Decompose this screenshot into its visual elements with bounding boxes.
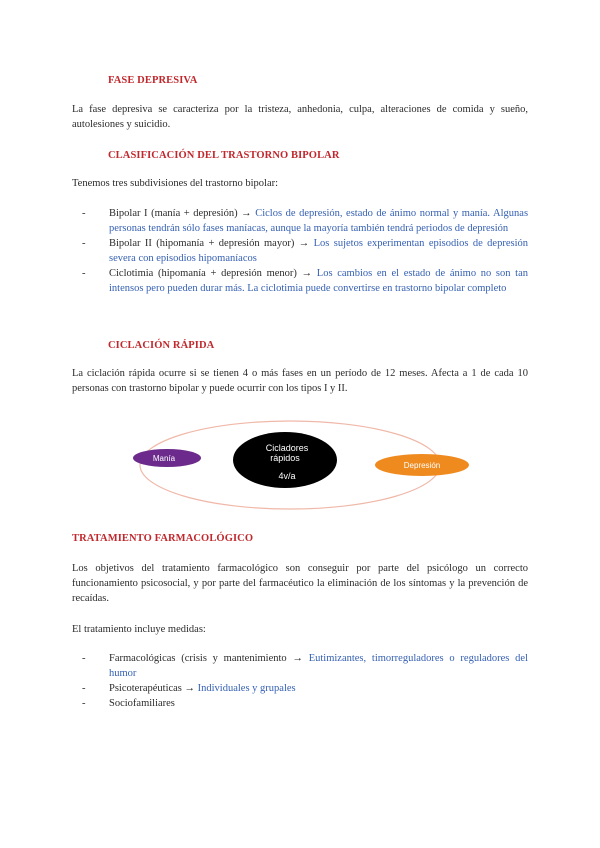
list-item [82,236,528,266]
item-detail: Ciclos de depresión, estado de ánimo normal y manía. Algunas personas tendrán sólo fases maníacas, aunque la mayoría también tendrá periodos de depresión [109,208,529,234]
heading-clasificacion: CLASIFICACIÓN DEL TRASTORNO BIPOLAR [108,150,340,161]
list-tratamiento [82,651,528,711]
item-detail: Los sujetos experimentan episodios de depresión severa con episodios hipomaníacos [109,238,528,264]
item-label: Bipolar I (manía + depresión) [109,208,238,219]
item-detail: Eutimizantes, timorreguladores o reguladores del humor [109,653,528,679]
heading-ciclacion: CICLACIÓN RÁPIDA [108,340,215,351]
item-label: Ciclotimia (hipomanía + depresión menor) [109,268,297,279]
bullet-dash: - [82,268,86,279]
mania-label: Manía [152,454,176,463]
paragraph-fase-depresiva: La fase depresiva se caracteriza por la tristeza, anhedonia, culpa, alteraciones de comida y sueño, autolesiones y suicidio. [72,104,528,130]
item-detail: Los cambios en el estado de ánimo no son tan intensos pero pueden durar más. La ciclotimia puede convertirse en trastorno bipolar completo [109,268,529,294]
item-label: Farmacológicas (crisis y mantenimiento [109,653,287,664]
paragraph-tratamiento-intro: El tratamiento incluye medidas: [72,624,206,635]
list-item [82,651,528,681]
list-item [82,681,528,696]
bullet-dash: - [82,238,86,249]
item-detail: Individuales y grupales [197,683,296,694]
paragraph-clasificacion-intro: Tenemos tres subdivisiones del trastorno bipolar: [72,178,279,189]
bullet-dash: - [82,208,86,219]
bullet-dash: - [82,698,86,709]
list-clasificacion [82,206,528,296]
arrow-right-icon: → [292,653,303,664]
bullet-dash: - [82,653,86,664]
list-item [82,266,528,296]
depresion-label: Depresión [403,461,441,470]
item-label: Sociofamiliares [109,698,175,709]
heading-tratamiento: TRATAMIENTO FARMACOLÓGICO [72,533,254,544]
center-label-line1: Cicladores [265,443,309,453]
list-item [82,206,528,236]
arrow-right-icon: → [298,238,310,249]
arrow-right-icon: → [301,268,313,279]
list-item [82,696,528,711]
arrow-right-icon: → [241,208,252,219]
bullet-dash: - [82,683,86,694]
rapid-cycling-diagram [130,418,470,514]
item-label: Bipolar II (hipomanía + depresión mayor) [109,238,295,249]
center-label-line2: rápidos [270,453,300,463]
paragraph-tratamiento: Los objetivos del tratamiento farmacológico son conseguir por parte del psicólogo un correcto funcionamiento psicosocial, y por parte del farmacéutico la eliminación de los síntomas y la prevención de recaídas. [72,563,528,604]
center-label-line3: 4v/a [278,471,296,481]
arrow-right-icon: → [184,683,196,694]
item-label: Psicoterapéuticas [109,683,182,694]
paragraph-ciclacion: La ciclación rápida ocurre si se tienen 4 o más fases en un período de 12 meses. Afecta a 1 de cada 10 personas con trastorno bipolar y puede ocurrir con los tipos I y II. [72,368,528,394]
heading-fase-depresiva: FASE DEPRESIVA [108,75,198,86]
